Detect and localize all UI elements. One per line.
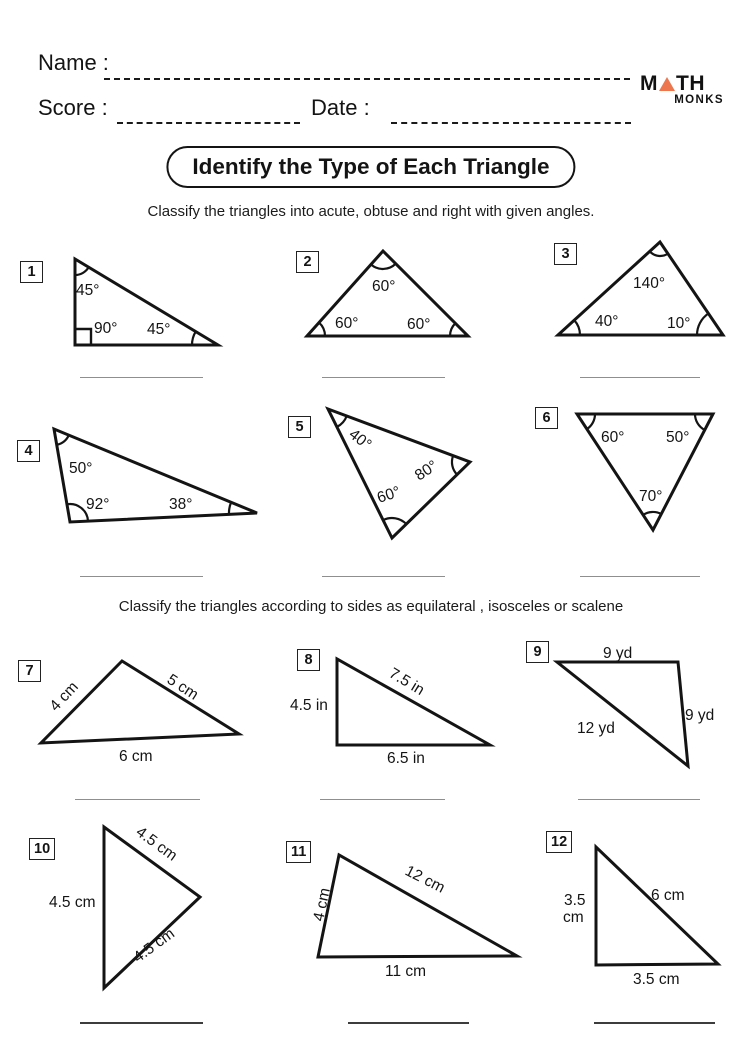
question-number-badge: 7: [18, 660, 41, 682]
triangle-4: [54, 429, 257, 522]
angle-label: 60°: [335, 315, 359, 332]
side-label: cm: [563, 909, 584, 926]
angle-arc: [695, 414, 705, 430]
question-number-badge: 1: [20, 261, 43, 283]
angle-arc: [371, 264, 396, 269]
question-number-badge: 11: [286, 841, 311, 863]
triangle-3: [558, 242, 723, 335]
side-label: 4 cm: [46, 678, 82, 715]
question-number-badge: 8: [297, 649, 320, 671]
question-number-badge: 4: [17, 440, 40, 462]
angle-label: 10°: [667, 315, 691, 332]
score-label: Score :: [38, 95, 108, 120]
angle-arc: [75, 267, 89, 275]
triangle-11: [310, 855, 517, 980]
triangle-8-shape: [337, 659, 490, 745]
triangle-9-shape: [557, 662, 688, 766]
triangle-5: [328, 409, 470, 538]
angle-arc: [697, 314, 708, 336]
angle-arc: [643, 512, 661, 515]
side-label: 4 cm: [310, 886, 334, 923]
side-label: 5 cm: [163, 671, 202, 704]
angle-arc: [450, 323, 455, 336]
triangle-9: [557, 645, 714, 766]
name-label: Name :: [38, 50, 109, 75]
angle-arc: [229, 502, 231, 514]
question-number-badge: 9: [526, 641, 549, 663]
instruction-angles: Classify the triangles into acute, obtuse and right with given angles.: [147, 203, 595, 220]
angle-label: 92°: [86, 496, 110, 513]
triangle-12: [563, 847, 718, 988]
angle-arc: [452, 456, 457, 475]
triangle-7: [41, 661, 239, 765]
angle-label: 60°: [601, 429, 625, 446]
logo-subtitle: MONKS: [674, 94, 724, 106]
triangle-10: [49, 823, 200, 988]
side-label: 6 cm: [119, 748, 153, 765]
angle-label: 40°: [345, 425, 375, 454]
angle-arc: [57, 435, 69, 445]
side-label: 9 yd: [685, 707, 715, 724]
logo-part2: TH: [676, 72, 705, 95]
logo-part1: M: [640, 72, 658, 95]
angle-label: 140°: [633, 275, 666, 292]
side-label: 12 yd: [577, 720, 615, 737]
angle-label: 90°: [94, 320, 118, 337]
angle-label: 60°: [372, 278, 396, 295]
side-label: 4.5 cm: [130, 925, 178, 967]
instruction-sides: Classify the triangles according to sides as equilateral , isosceles or scalene: [118, 598, 624, 615]
angle-label: 38°: [169, 496, 193, 513]
angle-label: 60°: [407, 316, 431, 333]
question-number-badge: 10: [29, 838, 55, 860]
triangle-2: [307, 251, 468, 336]
angle-label: 40°: [595, 313, 619, 330]
side-label: 7.5 in: [385, 664, 428, 699]
question-number-badge: 6: [535, 407, 558, 429]
side-label: 3.5: [564, 892, 586, 909]
angle-label: 50°: [69, 460, 93, 477]
side-label: 9 yd: [603, 645, 633, 662]
angle-arc: [383, 518, 406, 524]
angle-arc: [319, 323, 325, 336]
angle-label: 70°: [639, 488, 663, 505]
question-number-badge: 3: [554, 243, 577, 265]
side-label: 6.5 in: [387, 750, 425, 767]
angle-arc: [337, 416, 347, 427]
triangle-12-shape: [596, 847, 718, 965]
triangle-6: [577, 414, 713, 530]
side-label: 12 cm: [402, 862, 448, 897]
angle-arc: [192, 332, 196, 345]
date-label: Date :: [311, 95, 370, 120]
side-label: 11 cm: [385, 963, 427, 980]
angle-arc: [587, 414, 595, 429]
side-label: 6 cm: [651, 887, 685, 904]
side-label: 4.5 cm: [49, 894, 96, 911]
angle-label: 60°: [374, 483, 403, 507]
side-label: 4.5 in: [290, 697, 328, 714]
angle-arc: [574, 320, 580, 335]
triangle-8: [290, 659, 490, 767]
question-number-badge: 5: [288, 416, 311, 438]
side-label: 4.5 cm: [132, 823, 181, 865]
angle-label: 80°: [411, 457, 441, 485]
angle-label: 45°: [76, 282, 100, 299]
side-label: 3.5 cm: [633, 971, 680, 988]
page-title: Identify the Type of Each Triangle: [166, 146, 575, 188]
question-number-badge: 12: [546, 831, 572, 853]
question-number-badge: 2: [296, 251, 319, 273]
triangle-1: [75, 259, 218, 345]
right-angle-marker: [75, 329, 91, 345]
angle-label: 50°: [666, 429, 690, 446]
angle-label: 45°: [147, 321, 171, 338]
